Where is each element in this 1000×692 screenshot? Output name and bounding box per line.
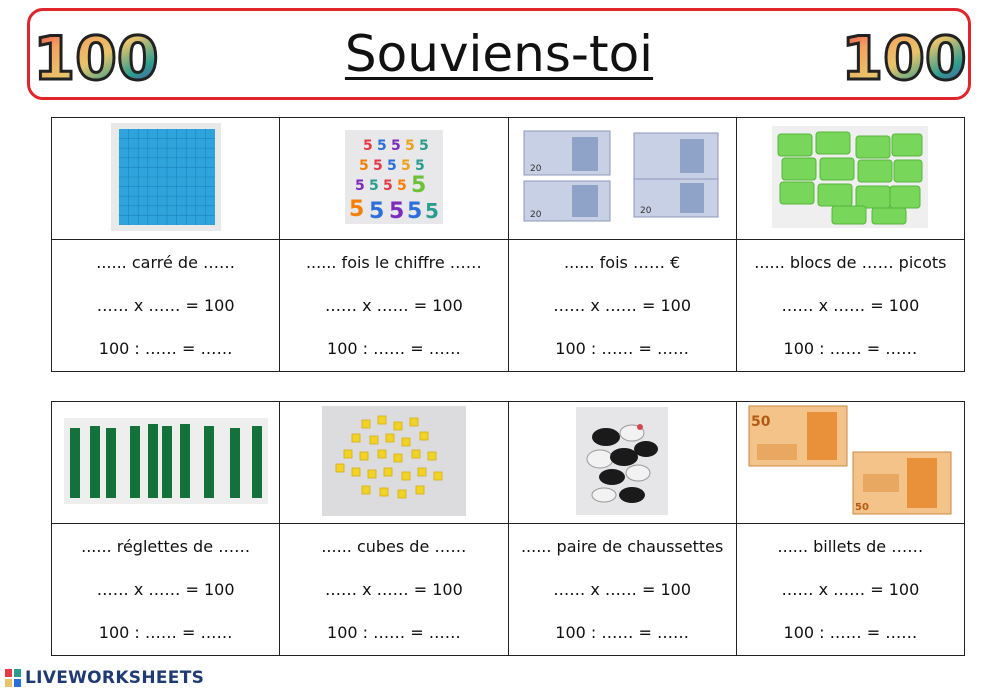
svg-text:5: 5 xyxy=(368,198,385,224)
division-line: 100 : …… = …… xyxy=(98,623,233,642)
svg-text:5: 5 xyxy=(410,172,427,198)
svg-text:5: 5 xyxy=(404,137,415,154)
svg-text:5: 5 xyxy=(388,198,405,224)
exercise-line-1: ...... blocs de …… picots xyxy=(754,253,947,272)
division-line: 100 : …… = …… xyxy=(327,339,461,358)
fifty-euro-notes-image xyxy=(747,404,953,518)
svg-text:5: 5 xyxy=(418,137,429,154)
svg-text:5: 5 xyxy=(358,157,369,174)
brand-label: LIVEWORKSHEETS xyxy=(25,668,205,688)
image-cell xyxy=(280,118,508,240)
page-title: Souviens-toi xyxy=(344,25,654,83)
multiplication-line: …… x …… = 100 xyxy=(553,296,691,315)
exercise-line-1: ...... billets de …… xyxy=(777,537,924,556)
svg-text:5: 5 xyxy=(348,196,365,222)
svg-text:5: 5 xyxy=(372,157,383,174)
multiplication-line: …… x …… = 100 xyxy=(96,580,235,599)
multiplication-line: …… x …… = 100 xyxy=(324,580,463,599)
image-row xyxy=(52,118,965,240)
svg-text:50: 50 xyxy=(751,413,771,430)
svg-text:5: 5 xyxy=(382,177,393,194)
hundred-logo-icon xyxy=(841,21,967,94)
multiplication-line: …… x …… = 100 xyxy=(553,580,691,599)
image-row xyxy=(52,402,965,524)
division-line: 100 : …… = …… xyxy=(327,623,461,642)
text-row xyxy=(52,524,965,656)
division-line: 100 : …… = …… xyxy=(98,339,233,358)
liveworksheets-footer[interactable] xyxy=(5,667,204,689)
svg-text:5: 5 xyxy=(400,157,411,174)
image-cell xyxy=(736,402,964,524)
image-cell xyxy=(52,402,280,524)
svg-text:20: 20 xyxy=(640,205,652,216)
twenty-euro-notes-image xyxy=(522,129,722,225)
svg-text:50: 50 xyxy=(855,501,870,513)
division-line: 100 : …… = …… xyxy=(555,623,689,642)
multiplication-line: …… x …… = 100 xyxy=(96,296,235,315)
image-cell xyxy=(508,402,736,524)
exercise-table-2 xyxy=(51,401,965,656)
exercise-line-1: ...... réglettes de …… xyxy=(81,537,251,556)
exercise-cell xyxy=(736,524,964,656)
multiplication-line: …… x …… = 100 xyxy=(781,296,920,315)
exercise-table-1 xyxy=(51,117,965,372)
svg-text:5: 5 xyxy=(368,177,379,194)
text-row xyxy=(52,240,965,372)
title-banner xyxy=(27,8,971,100)
svg-text:5: 5 xyxy=(354,177,365,194)
image-cell xyxy=(280,402,508,524)
exercise-line-1: ...... cubes de …… xyxy=(321,537,467,556)
exercise-cell xyxy=(508,240,736,372)
exercise-cell xyxy=(280,524,508,656)
exercise-cell xyxy=(52,240,280,372)
yellow-cubes-image xyxy=(322,406,466,516)
exercise-cell xyxy=(508,524,736,656)
exercise-cell xyxy=(52,524,280,656)
svg-text:5: 5 xyxy=(406,198,423,224)
svg-text:5: 5 xyxy=(362,137,373,154)
blue-hundred-square-image xyxy=(111,123,221,231)
exercise-line-1: ...... paire de chaussettes xyxy=(520,537,724,556)
image-cell xyxy=(52,118,280,240)
exercise-line-1: ...... fois …… € xyxy=(564,253,681,272)
division-line: 100 : …… = …… xyxy=(783,623,918,642)
exercise-cell xyxy=(280,240,508,372)
svg-text:5: 5 xyxy=(390,137,401,154)
division-line: 100 : …… = …… xyxy=(783,339,918,358)
exercise-line-1: ...... carré de …… xyxy=(96,253,235,272)
liveworksheets-logo-icon xyxy=(5,669,21,687)
svg-text:5: 5 xyxy=(424,198,439,223)
division-line: 100 : …… = …… xyxy=(555,339,689,358)
exercise-line-1: ...... fois le chiffre …… xyxy=(305,253,482,272)
image-cell xyxy=(736,118,964,240)
number-five-magnets-image xyxy=(345,130,443,224)
svg-text:20: 20 xyxy=(530,163,542,174)
svg-text:5: 5 xyxy=(386,157,397,174)
multiplication-line: …… x …… = 100 xyxy=(324,296,463,315)
image-cell xyxy=(508,118,736,240)
svg-text:20: 20 xyxy=(530,209,542,220)
svg-text:100: 100 xyxy=(841,24,967,94)
svg-text:100: 100 xyxy=(33,24,159,94)
svg-text:5: 5 xyxy=(396,177,407,194)
green-lego-blocks-image xyxy=(772,126,928,228)
pile-of-socks-image xyxy=(576,407,668,515)
green-ten-rods-image xyxy=(64,418,268,504)
svg-text:5: 5 xyxy=(376,137,387,154)
svg-text:5: 5 xyxy=(414,157,425,174)
multiplication-line: …… x …… = 100 xyxy=(781,580,920,599)
exercise-cell xyxy=(736,240,964,372)
